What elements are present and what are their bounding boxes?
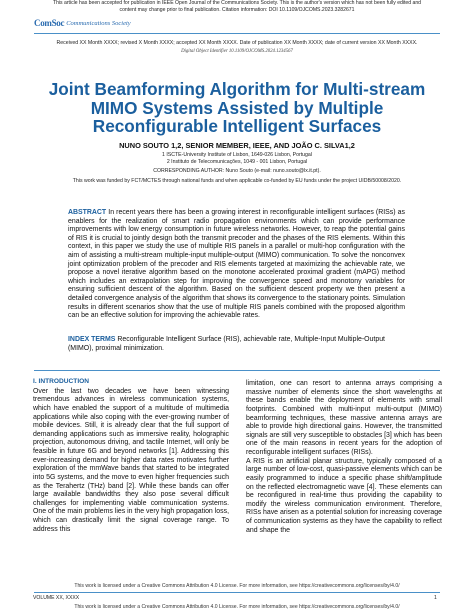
publication-notice-line-1: This article has been accepted for publication in IEEE Open Journal of the Communications Society. This is the author's version which has not been fully edited and <box>52 0 422 6</box>
comsoc-logo <box>34 16 131 30</box>
doi-line: Digital Object Identifier 10.1109/OJCOMS.2024.1234567 <box>181 49 293 54</box>
body-column-left <box>33 378 229 534</box>
intro-paragraph-3: A RIS is an artificial planar structure, typically composed of a large number of low-cost, quasi-passive elements which can be easily programmed to induce a specific phase shift/amplitude on the reflected electromagnetic wave [4]. These elements can be reconfigured in real-time thus providing the capability to modify the wireless communication environment. Therefore, RISs have arisen as a potential solution for increasing coverage of communication systems as they have the capability to reflect and shape the <box>246 457 442 534</box>
abstract-divider <box>34 370 440 371</box>
body-column-right <box>246 380 442 535</box>
affiliation-2: 2 Instituto de Telecomunicações, 1049 - 001 Lisbon, Portugal <box>166 159 308 165</box>
received-dates: Received XX Month XXXX; revised X Month XXXX; accepted XX Month XXXX. Date of publication XX Month XXXX; date of current version XX Month XXXX. <box>56 40 418 46</box>
license-note-bottom: This work is licensed under a Creative Commons Attribution 4.0 License. For more information, see https://creativecommons.org/licenses/by/4.0/ <box>74 604 400 610</box>
footer-rule <box>34 592 440 593</box>
license-note-top: This work is licensed under a Creative Commons Attribution 4.0 License. For more information, see https://creativecommons.org/licenses/by/4.0/ <box>74 583 400 589</box>
volume-label: VOLUME XX, XXXX <box>33 595 80 601</box>
logo-mark: ComSoc <box>34 18 65 28</box>
section-heading: I. INTRODUCTION <box>33 378 90 385</box>
intro-paragraph-2: limitation, one can resort to antenna arrays comprising a massive number of elements since the short wavelengths at these bands enable the deployment of elements with small footprints. Combined with multi-input multi-output (MIMO) beamforming techniques, these massive antenna arrays are able to provide high directional gains. However, the transmitted signals are still very susceptible to obstacles [3] which has been one of the main reasons in recent years for the adoption of reconfigurable intelligent surfaces (RISs). <box>246 380 442 456</box>
paper-title: Joint Beamforming Algorithm for Multi-stream MIMO Systems Assisted by Multiple Reconfigurable Intelligent Surfaces <box>48 79 426 136</box>
page-number: 1 <box>434 595 437 601</box>
affiliation-1: 1 ISCTE-University Institute of Lisbon, 1649-026 Lisbon, Portugal <box>162 152 312 158</box>
abstract-label: ABSTRACT <box>68 209 107 216</box>
intro-paragraph-1: Over the last two decades we have been witnessing tremendous advances in wireless communication systems, which have enabled the support of a multitude of multimedia applications while also coping with the ever-growing number of mobile devices. Still, it is already clear that the full support of demanding applications such as immersive reality, holographic projection, autonomous driving, and tactile Internet, will only be feasible in future 6G and beyond networks [1]. Addressing this ever-increasing demand for higher data rates motivates further exploration of the mmWave bands that started to be integrated into 5G systems, and the move to even higher frequencies such as the Terahertz (THz) band [2]. While these bands can offer large available bandwidths they also pose several difficult challenges for implementing viable communication systems. One of the main problems lies in the very high propagation loss, which can drastically limit the signal coverage range. To address this <box>33 387 229 533</box>
header-rule <box>34 33 440 34</box>
index-terms-label: INDEX TERMS <box>68 336 116 343</box>
index-terms <box>68 336 405 353</box>
abstract-text: In recent years there has been a growing interest in reconfigurable intelligent surfaces (RISs) as enablers for the realization of smart radio propagation environments which can provide performance improvements with low energy consumption in future wireless networks. However, to reap the potential gains of RIS it is crucial to jointly design both the transmit precoder and the phases of the RIS elements. Within this context, in this paper we study the use of multiple RIS panels in a parallel or multi-hop configuration with the aim of assisting a multi-stream multiple-input multiple-output (MIMO) communication. To solve the nonconvex joint optimization problem of the precoder and RIS elements targeted at maximizing the achievable rate, we propose a novel iterative algorithm based on the monotone accelerated proximal gradient (mAPG) method which includes an extrapolation step for improving the convergence speed and monotony variables for ensuring sufficient descent of the algorithm. Based on the sufficient descent property we then present a detailed convergence analysis of the algorithm that shows its convergence to the stationary points. Simulation results in different scenarios show that the use of multiple RIS panels combined with the proposed algorithm can be an effective solution for improving the achievable rates. <box>68 209 405 320</box>
funding-note: This work was funded by FCT/MCTES through national funds and when applicable co-funded by EU funds under the project UIDB/50008/2020. <box>72 178 402 184</box>
index-terms-text: Reconfigurable Intelligent Surface (RIS), achievable rate, Multiple-Input Multiple-Output (MIMO), proximal minimization. <box>68 336 385 352</box>
abstract <box>68 209 405 321</box>
author-list: NUNO SOUTO 1,2, SENIOR MEMBER, IEEE, AND JOÃO C. SILVA1,2 <box>119 141 355 150</box>
corresponding-author: CORRESPONDING AUTHOR: Nuno Souto (e-mail: nuno.souto@lx.it.pt). <box>153 168 321 174</box>
logo-subtitle: Communications Society <box>66 19 131 27</box>
publication-notice-line-2: content may change prior to final publication. Citation information: DOI 10.1109/OJCOMS.2023.3282671 <box>119 7 355 13</box>
